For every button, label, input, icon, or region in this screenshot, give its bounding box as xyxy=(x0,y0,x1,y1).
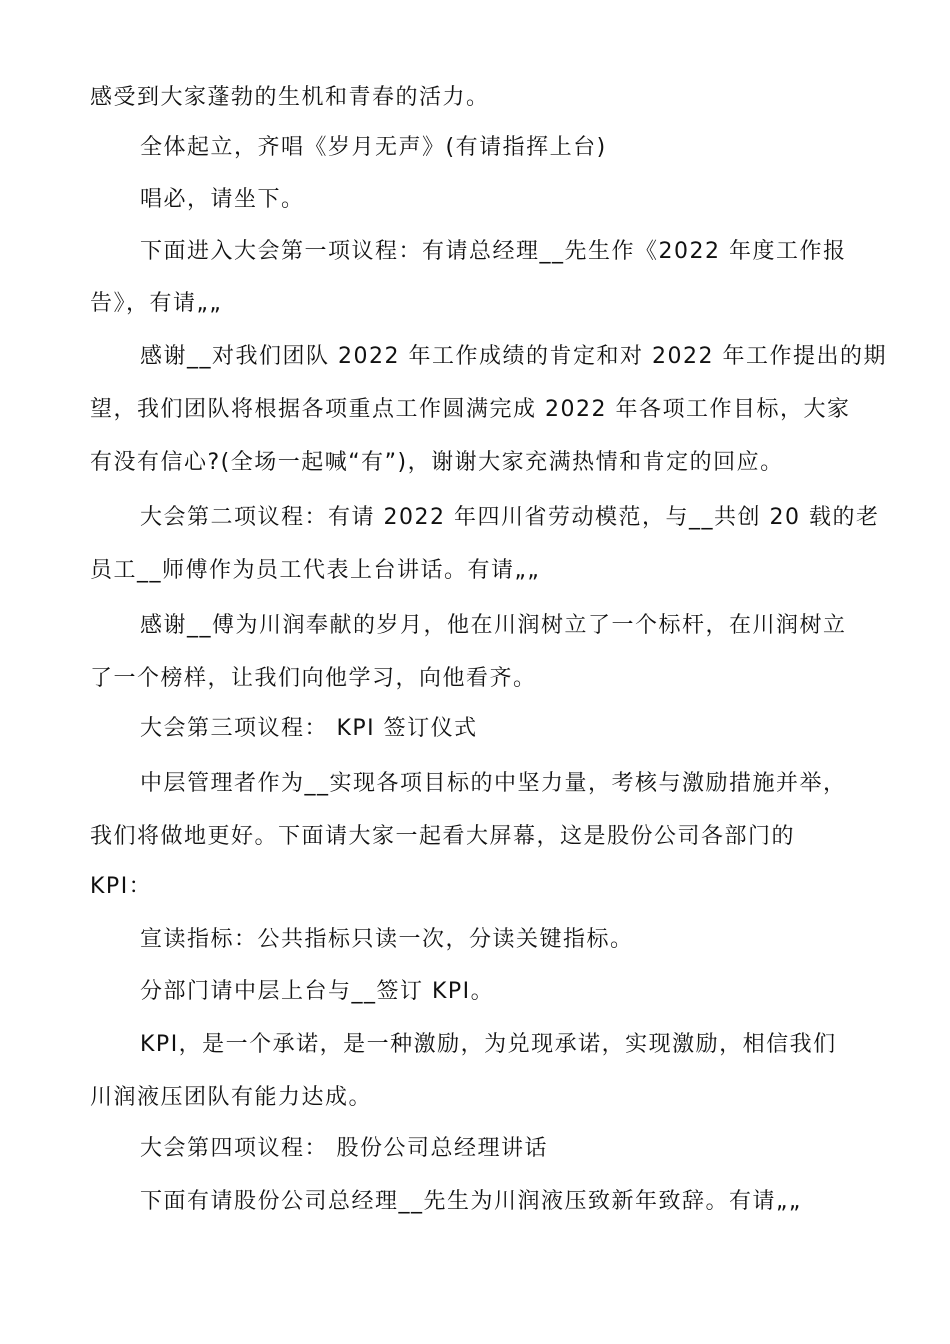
paragraph-line: 全体起立，齐唱《岁月无声》(有请指挥上台) xyxy=(140,135,607,160)
paragraph-line: KPI： xyxy=(90,874,153,899)
paragraph-line: 宣读指标：公共指标只读一次，分读关键指标。 xyxy=(140,927,634,952)
paragraph-line: 大会第四项议程： 股份公司总经理讲话 xyxy=(140,1136,548,1161)
paragraph-line: 感谢__对我们团队 2022 年工作成绩的肯定和对 2022 年工作提出的期 xyxy=(140,344,887,369)
paragraph-line: 大会第三项议程： KPI 签订仪式 xyxy=(140,716,478,741)
paragraph-line: 了一个榜样，让我们向他学习，向他看齐。 xyxy=(90,666,537,691)
paragraph-line: 望，我们团队将根据各项重点工作圆满完成 2022 年各项工作目标，大家 xyxy=(90,397,851,422)
paragraph-line: 大会第二项议程：有请 2022 年四川省劳动模范，与__共创 20 载的老 xyxy=(140,505,880,530)
paragraph-line: 员工__师傅作为员工代表上台讲话。有请„„ xyxy=(90,558,541,583)
paragraph-line: 告》，有请„„ xyxy=(90,291,223,316)
paragraph-line: 唱必，请坐下。 xyxy=(140,187,305,212)
paragraph-line: 中层管理者作为__实现各项目标的中坚力量，考核与激励措施并举， xyxy=(140,771,847,796)
paragraph-line: 有没有信心?(全场一起喊“有”)，谢谢大家充满热情和肯定的回应。 xyxy=(90,450,784,475)
paragraph-line: 下面进入大会第一项议程：有请总经理__先生作《2022 年度工作报 xyxy=(140,239,847,264)
paragraph-line: 川润液压团队有能力达成。 xyxy=(90,1085,373,1110)
paragraph-line: 我们将做地更好。下面请大家一起看大屏幕，这是股份公司各部门的 xyxy=(90,824,796,849)
paragraph-line: KPI，是一个承诺，是一种激励，为兑现承诺，实现激励，相信我们 xyxy=(140,1032,837,1057)
paragraph-line: 下面有请股份公司总经理__先生为川润液压致新年致辞。有请„„ xyxy=(140,1189,802,1214)
paragraph-line: 感受到大家蓬勃的生机和青春的活力。 xyxy=(90,85,490,110)
paragraph-line: 感谢__傅为川润奉献的岁月，他在川润树立了一个标杆，在川润树立 xyxy=(140,613,847,638)
paragraph-line: 分部门请中层上台与__签订 KPI。 xyxy=(140,979,495,1004)
